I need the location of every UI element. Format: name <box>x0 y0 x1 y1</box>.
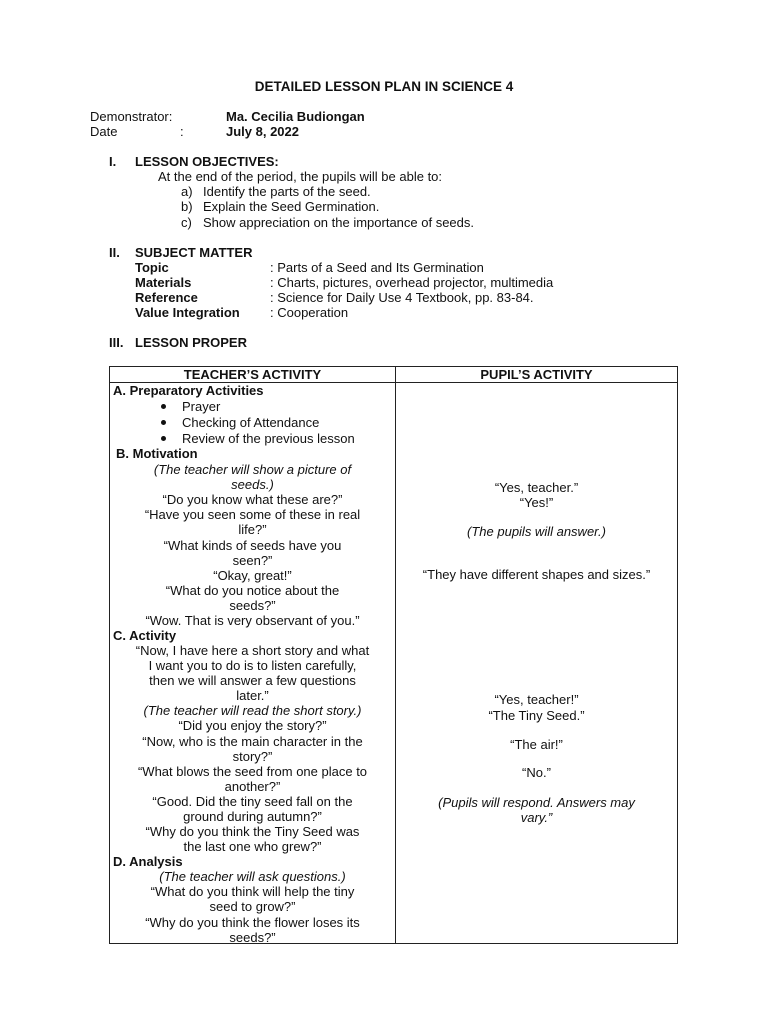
lesson-table <box>109 366 678 944</box>
objective-letter: b) <box>181 199 193 214</box>
objectives-intro: At the end of the period, the pupils will be able to: <box>158 169 443 184</box>
section-3-number: III. <box>109 335 124 350</box>
pupil-response: vary.” <box>520 810 553 825</box>
document-title: DETAILED LESSON PLAN IN SCIENCE 4 <box>254 79 514 94</box>
date-colon: : <box>180 124 184 139</box>
preparatory-heading: A. Preparatory Activities <box>113 383 264 398</box>
pupil-response: “They have different shapes and sizes.” <box>422 567 651 582</box>
analysis-line: (The teacher will ask questions.) <box>159 869 346 884</box>
subject-label-topic: Topic <box>135 260 169 275</box>
activity-line: I want you to do is to listen carefully, <box>148 658 357 673</box>
objective-letter: c) <box>181 215 192 230</box>
subject-label-reference: Reference <box>135 290 198 305</box>
motivation-line: life?” <box>238 522 267 537</box>
list-item-text: Checking of Attendance <box>182 415 320 430</box>
list-item <box>161 431 355 446</box>
pupil-response: “The air!” <box>510 737 563 752</box>
section-3-heading: LESSON PROPER <box>135 335 247 350</box>
activity-line: another?” <box>224 779 281 794</box>
motivation-line: “Do you know what these are?” <box>162 492 343 507</box>
section-1-heading: LESSON OBJECTIVES: <box>135 154 279 169</box>
pupil-response: (The pupils will answer.) <box>467 524 606 539</box>
list-item <box>161 399 220 414</box>
activity-line: “Did you enjoy the story?” <box>178 718 327 733</box>
analysis-line: “Why do you think the flower loses its <box>145 915 360 930</box>
list-item-text: Review of the previous lesson <box>182 431 355 446</box>
subject-label-materials: Materials <box>135 275 192 290</box>
motivation-line: seeds.) <box>231 477 274 492</box>
pupil-response: “Yes, teacher!” <box>494 692 579 707</box>
demonstrator-label: Demonstrator: <box>90 109 173 124</box>
activity-line: “Good. Did the tiny seed fall on the <box>152 794 353 809</box>
subject-value-topic: : Parts of a Seed and Its Germination <box>270 260 484 275</box>
activity-line: “Why do you think the Tiny Seed was <box>145 824 360 839</box>
list-item <box>161 415 319 430</box>
activity-line: ground during autumn?” <box>183 809 322 824</box>
subject-value-materials: : Charts, pictures, overhead projector, multimedia <box>270 275 554 290</box>
motivation-line: “What do you notice about the <box>165 583 340 598</box>
date-value: July 8, 2022 <box>226 124 299 139</box>
pupil-response: “No.” <box>522 765 551 780</box>
activity-line: “What blows the seed from one place to <box>137 764 368 779</box>
subject-value-reference: : Science for Daily Use 4 Textbook, pp. 83-84. <box>270 290 534 305</box>
motivation-line: “Okay, great!” <box>213 568 292 583</box>
demonstrator-value: Ma. Cecilia Budiongan <box>226 109 365 124</box>
analysis-heading: D. Analysis <box>113 854 183 869</box>
objective-letter: a) <box>181 184 193 199</box>
pupil-activity-header: PUPIL’S ACTIVITY <box>480 367 593 382</box>
motivation-heading: B. Motivation <box>116 446 198 461</box>
analysis-line: “What do you think will help the tiny <box>150 884 355 899</box>
objective-text: Explain the Seed Germination. <box>203 199 380 214</box>
bullet-icon <box>161 420 166 425</box>
list-item-text: Prayer <box>182 399 221 414</box>
section-2-number: II. <box>109 245 120 260</box>
motivation-line: “What kinds of seeds have you <box>163 538 342 553</box>
motivation-line: seen?” <box>232 553 273 568</box>
pupil-response: (Pupils will respond. Answers may <box>438 795 635 810</box>
activity-heading: C. Activity <box>113 628 177 643</box>
objective-text: Identify the parts of the seed. <box>203 184 371 199</box>
subject-label-value-integration: Value Integration <box>135 305 240 320</box>
motivation-line: “Have you seen some of these in real <box>144 507 361 522</box>
motivation-line: (The teacher will show a picture of <box>153 462 352 477</box>
bullet-icon <box>161 404 166 409</box>
motivation-line: “Wow. That is very observant of you.” <box>145 613 360 628</box>
analysis-line: seeds?” <box>229 930 276 945</box>
subject-value-value-integration: : Cooperation <box>270 305 349 320</box>
activity-line: “Now, who is the main character in the <box>142 734 363 749</box>
date-label: Date <box>90 124 118 139</box>
activity-line: the last one who grew?” <box>183 839 322 854</box>
activity-line: later.” <box>236 688 269 703</box>
column-divider <box>395 367 396 943</box>
section-2-heading: SUBJECT MATTER <box>135 245 253 260</box>
pupil-response: “Yes!” <box>519 495 554 510</box>
analysis-line: seed to grow?” <box>209 899 296 914</box>
activity-line: (The teacher will read the short story.) <box>143 703 362 718</box>
activity-line: “Now, I have here a short story and what <box>135 643 370 658</box>
activity-line: then we will answer a few questions <box>149 673 356 688</box>
motivation-line: seeds?” <box>229 598 276 613</box>
activity-line: story?” <box>232 749 273 764</box>
bullet-icon <box>161 436 166 441</box>
section-1-number: I. <box>109 154 117 169</box>
pupil-response: “The Tiny Seed.” <box>488 708 585 723</box>
teacher-activity-header: TEACHER’S ACTIVITY <box>183 367 322 382</box>
pupil-response: “Yes, teacher.” <box>494 480 579 495</box>
objective-text: Show appreciation on the importance of seeds. <box>203 215 475 230</box>
